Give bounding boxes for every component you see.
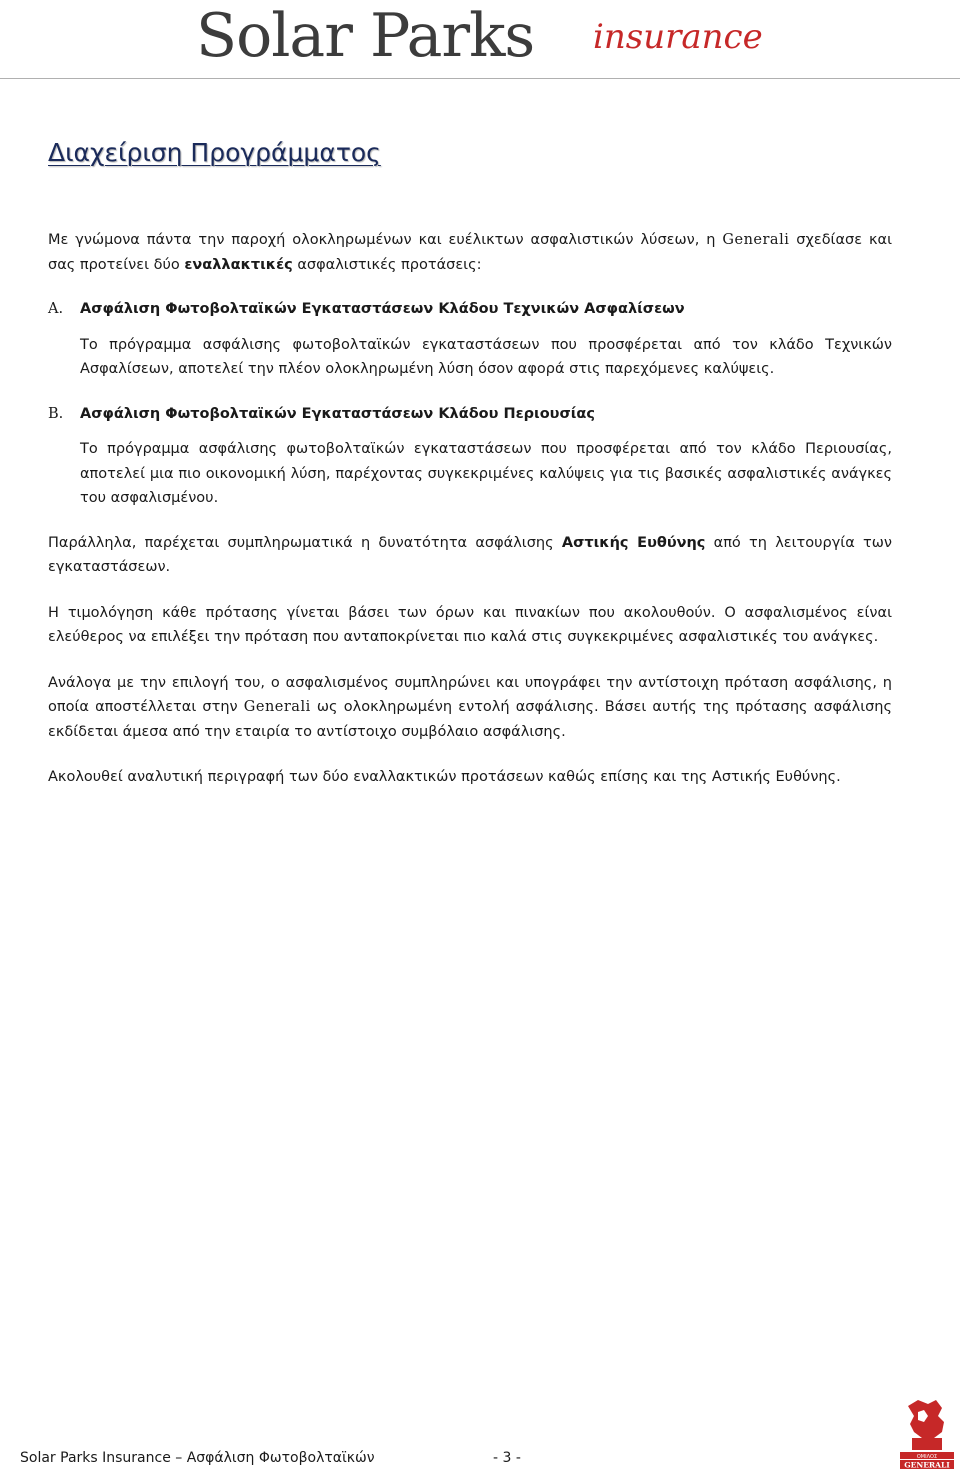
footer-caption: Solar Parks Insurance – Ασφάλιση Φωτοβολταϊκών <box>20 1450 375 1466</box>
generali-name-2: Generali <box>243 699 311 715</box>
section-b-letter: Β. <box>48 405 64 422</box>
document-body <box>48 228 892 811</box>
section-a-heading <box>48 297 892 322</box>
page-header <box>0 0 960 80</box>
intro-text-3: ασφαλιστικές προτάσεις: <box>292 256 482 273</box>
choice-text-1: Ανάλογα με την επιλογή του, ο ασφαλισμένος συμπληρώνει και υπογράφει την αντίστοιχη πρόταση ασφάλισης, η οποία αποστέλλεται στην <box>48 674 892 715</box>
liability-bold: Αστικής Ευθύνης <box>561 534 706 551</box>
section-a-letter: Α. <box>48 301 64 317</box>
section-a <box>48 297 892 382</box>
liability-text-1: Παράλληλα, παρέχεται συμπληρωματικά η δυνατότητα ασφάλισης <box>48 534 562 551</box>
generali-emblem-svg <box>898 1398 956 1470</box>
choice-paragraph <box>48 671 892 745</box>
intro-text-2: σχεδίασε και σας προτείνει δύο <box>48 232 893 273</box>
choice-text-2: ως ολοκληρωμένη εντολή ασφάλισης. Βάσει αυτής της πρότασης ασφάλισης εκδίδεται άμεσα από την εταιρία το αντίστοιχο συμβόλαιο ασφάλισης. <box>48 699 892 740</box>
pricing-paragraph: Η τιμολόγηση κάθε πρότασης γίνεται βάσει των όρων και πινακίων που ακολουθούν. Ο ασφαλισμένος είναι ελεύθερος να επιλέξει την πρόταση που ανταποκρίνεται πιο καλά στις συγκεκριμένες ασφαλιστικές του ανάγκες. <box>48 604 892 645</box>
logo-solar-parks: Solar Parks <box>196 1 535 71</box>
liability-paragraph <box>48 531 892 580</box>
generali-name: Generali <box>722 232 790 248</box>
section-b-body: Το πρόγραμμα ασφάλισης φωτοβολταϊκών εγκαταστάσεων που προσφέρεται από τον κλάδο Περιουσίας, αποτελεί μια πιο οικονομική λύση, παρέχοντας συγκεκριμένες καλύψεις για τις βασικές ασφαλιστικές ανάγκες του ασφαλισμένου. <box>80 441 892 506</box>
section-b-heading <box>48 402 892 427</box>
section-b <box>48 402 892 511</box>
logo-insurance: insurance <box>593 17 763 57</box>
page-title: Διαχείριση Προγράμματος <box>48 138 381 167</box>
section-a-title: Ασφάλιση Φωτοβολταϊκών Εγκαταστάσεων Κλάδου Τεχνικών Ασφαλίσεων <box>80 301 685 317</box>
liability-text-2: από τη λειτουργία των εγκαταστάσεων. <box>48 534 892 575</box>
follow-paragraph: Ακολουθεί αναλυτική περιγραφή των δύο εναλλακτικών προτάσεων καθώς επίσης και της Αστικής Ευθύνης. <box>48 769 841 785</box>
intro-text-1: Με γνώμονα πάντα την παροχή ολοκληρωμένων και ευέλικτων ασφαλιστικών λύσεων, η <box>48 232 723 248</box>
intro-paragraph <box>48 228 892 277</box>
svg-text:GENERALI: GENERALI <box>904 1460 950 1470</box>
section-b-title: Ασφάλιση Φωτοβολταϊκών Εγκαταστάσεων Κλάδου Περιουσίας <box>80 405 595 422</box>
section-a-body: Το πρόγραμμα ασφάλισης φωτοβολταϊκών εγκαταστάσεων που προσφέρεται από τον κλάδο Τεχνικών Ασφαλίσεων, αποτελεί την πλέον ολοκληρωμένη λύση όσον αφορά στις παρεχόμενες καλύψεις. <box>80 336 892 377</box>
header-divider <box>0 78 960 79</box>
page-number: - 3 - <box>493 1450 521 1466</box>
svg-text:ΟΜΙΛΟΣ: ΟΜΙΛΟΣ <box>916 1454 938 1460</box>
intro-bold-alternatives: εναλλακτικές <box>184 256 293 273</box>
generali-lion-icon <box>898 1398 956 1470</box>
